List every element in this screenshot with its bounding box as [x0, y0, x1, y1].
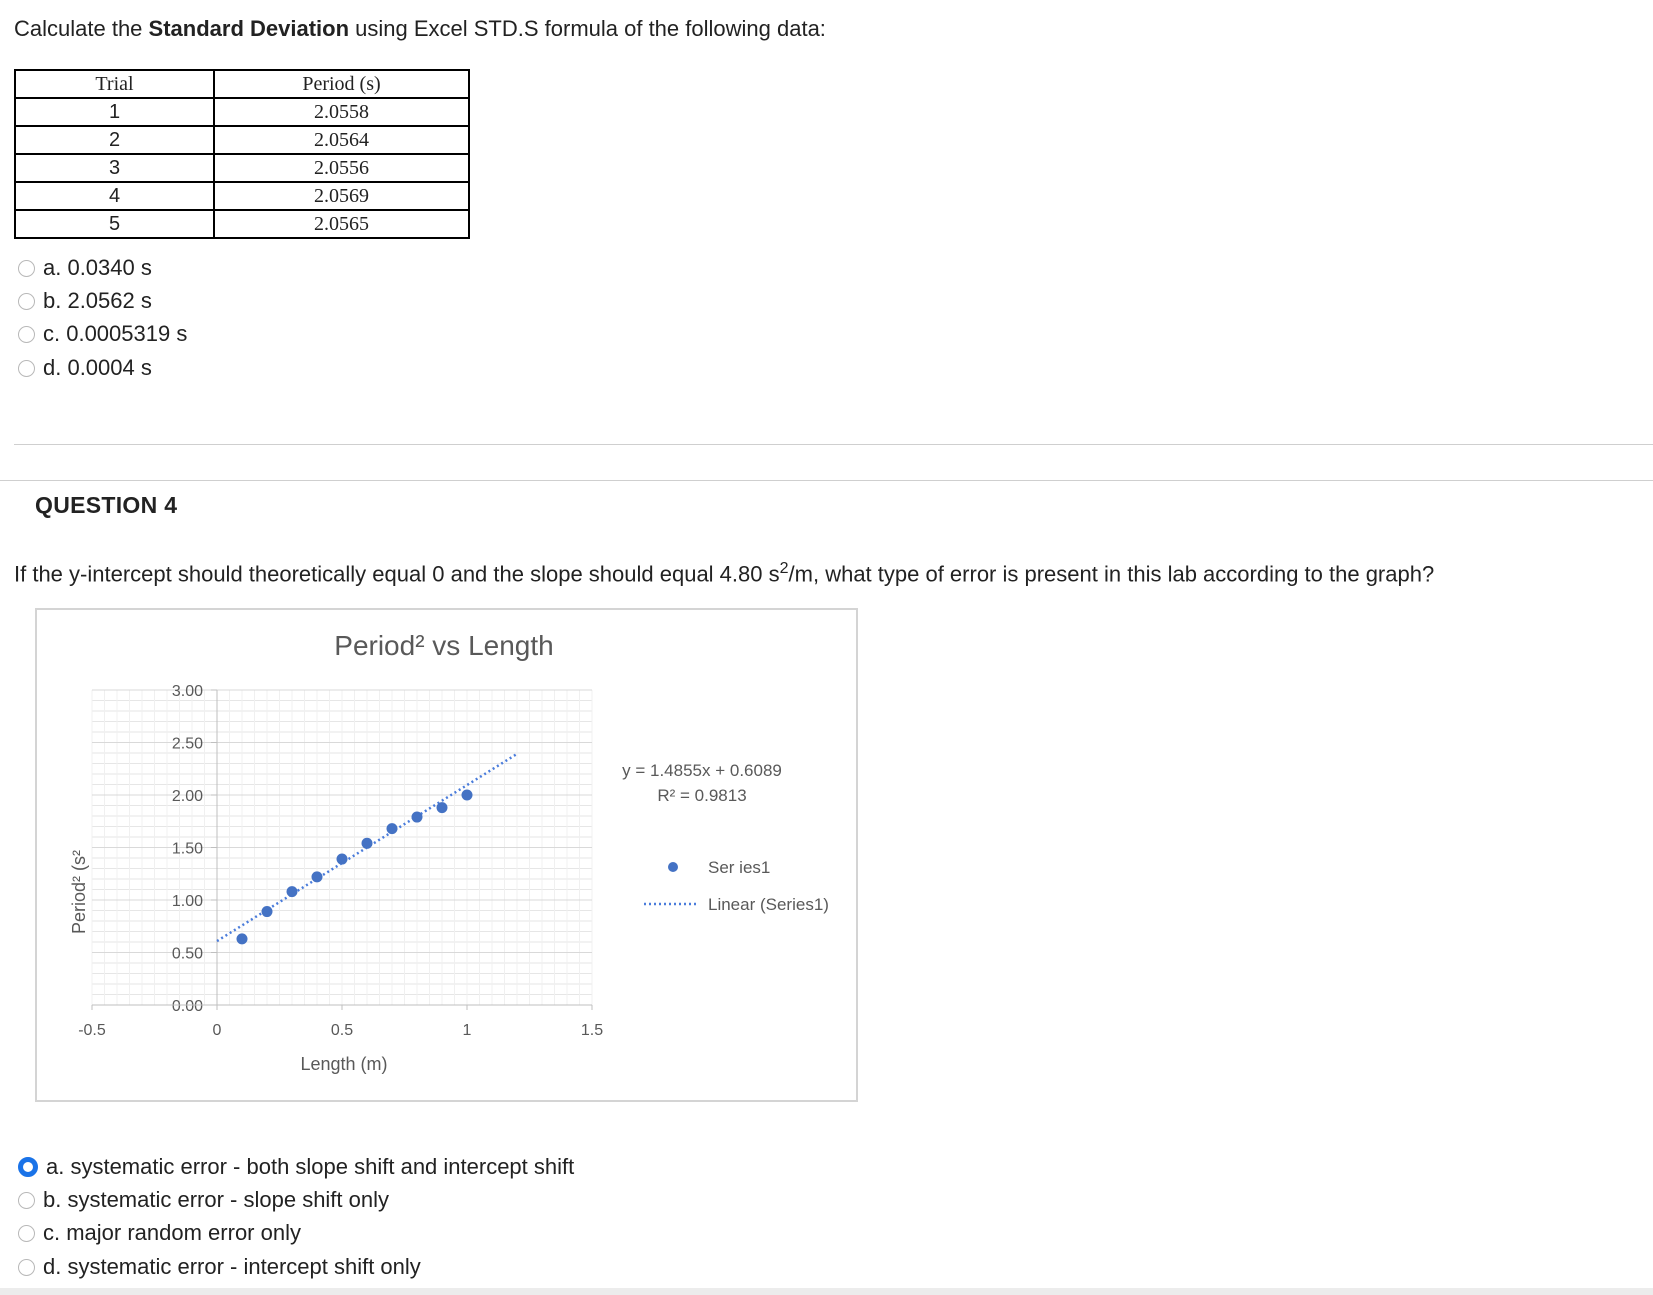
x-tick-label: 0 [212, 1022, 222, 1039]
trial-period-table [14, 69, 470, 239]
y-axis-label: Period² (s² [69, 849, 89, 935]
option-label: c. major random error only [43, 1220, 301, 1245]
x-axis-label: Length (m) [300, 1054, 388, 1074]
x-tick-label: -0.5 [78, 1022, 106, 1039]
option-label: b. 2.0562 s [43, 288, 152, 313]
data-point [387, 823, 398, 834]
table-cell-period: 2.0569 [214, 182, 469, 210]
page-footer-bar [0, 1288, 1653, 1295]
question-number: QUESTION 4 [35, 492, 178, 518]
q3-option-d[interactable] [18, 353, 152, 383]
q3-option-b[interactable] [18, 286, 152, 316]
radio-button[interactable] [18, 1225, 35, 1242]
section-divider [14, 444, 1653, 445]
data-point [262, 906, 273, 917]
data-point [462, 790, 473, 801]
data-point [362, 838, 373, 849]
option-label: d. systematic error - intercept shift only [43, 1254, 421, 1279]
radio-button[interactable] [18, 326, 35, 343]
table-row [15, 126, 469, 154]
legend-label-series1: Ser ies1 [708, 858, 771, 877]
table-cell-period: 2.0556 [214, 154, 469, 182]
section-divider [0, 480, 1653, 481]
q4-option-c[interactable] [18, 1218, 301, 1248]
table-row [15, 210, 469, 238]
data-point [237, 933, 248, 944]
option-label: a. systematic error - both slope shift and intercept shift [46, 1154, 575, 1179]
table-cell-trial: 4 [15, 182, 214, 210]
table-row [15, 98, 469, 126]
table-cell-trial: 1 [15, 98, 214, 126]
option-label: b. systematic error - slope shift only [43, 1187, 390, 1212]
table-cell-period: 2.0558 [214, 98, 469, 126]
data-point [312, 871, 323, 882]
radio-button[interactable] [18, 360, 35, 377]
table-row [15, 154, 469, 182]
chart-container [35, 608, 858, 1102]
radio-button[interactable] [18, 293, 35, 310]
table-cell-trial: 3 [15, 154, 214, 182]
trendline-r-squared: R² = 0.9813 [657, 786, 747, 805]
legend-label-linear: Linear (Series1) [708, 895, 829, 914]
y-tick-label: 0.50 [171, 945, 203, 963]
data-point [287, 886, 298, 897]
x-tick-label: 1 [462, 1022, 472, 1039]
radio-button-selected[interactable] [18, 1157, 38, 1177]
q3-option-a[interactable] [18, 253, 152, 283]
y-tick-label: 0.00 [171, 998, 203, 1015]
radio-button[interactable] [18, 260, 35, 277]
scatter-chart [37, 610, 856, 1100]
data-point [337, 854, 348, 865]
q4-option-a[interactable] [18, 1152, 574, 1182]
x-tick-label: 0.5 [330, 1022, 354, 1039]
table-cell-trial: 2 [15, 126, 214, 154]
option-label: a. 0.0340 s [43, 255, 152, 280]
y-tick-label: 3.00 [171, 683, 203, 700]
table-header-trial: Trial [15, 70, 214, 98]
y-tick-label: 1.00 [171, 893, 203, 910]
table-header-period: Period (s) [214, 70, 469, 98]
y-tick-label: 2.50 [171, 735, 203, 753]
table-cell-trial: 5 [15, 210, 214, 238]
q4-option-b[interactable] [18, 1185, 389, 1215]
option-label: d. 0.0004 s [43, 355, 152, 380]
q3-option-c[interactable] [18, 319, 187, 349]
table-header-row [15, 70, 469, 98]
table-cell-period: 2.0564 [214, 126, 469, 154]
chart-title: Period² vs Length [334, 630, 554, 661]
x-tick-label: 1.5 [580, 1022, 604, 1039]
question4-prompt: If the y-intercept should theoretically equal 0 and the slope should equal 4.80 $s^2/m$, what type of error is present in this lab according to the graph? [14, 560, 1435, 587]
question3-prompt: Calculate the Standard Deviation using Excel STD.S formula of the following data: [14, 16, 826, 41]
y-tick-label: 1.50 [171, 840, 203, 858]
y-tick-label: 2.00 [171, 788, 203, 805]
table-cell-period: 2.0565 [214, 210, 469, 238]
trendline-equation: y = 1.4855x + 0.6089 [622, 761, 782, 780]
radio-button[interactable] [18, 1192, 35, 1209]
table-row [15, 182, 469, 210]
q4-option-d[interactable] [18, 1252, 421, 1282]
option-label: c. 0.0005319 s [43, 321, 188, 346]
data-point [437, 802, 448, 813]
radio-button[interactable] [18, 1259, 35, 1276]
data-point [412, 812, 423, 823]
legend-marker-series1 [668, 862, 678, 872]
